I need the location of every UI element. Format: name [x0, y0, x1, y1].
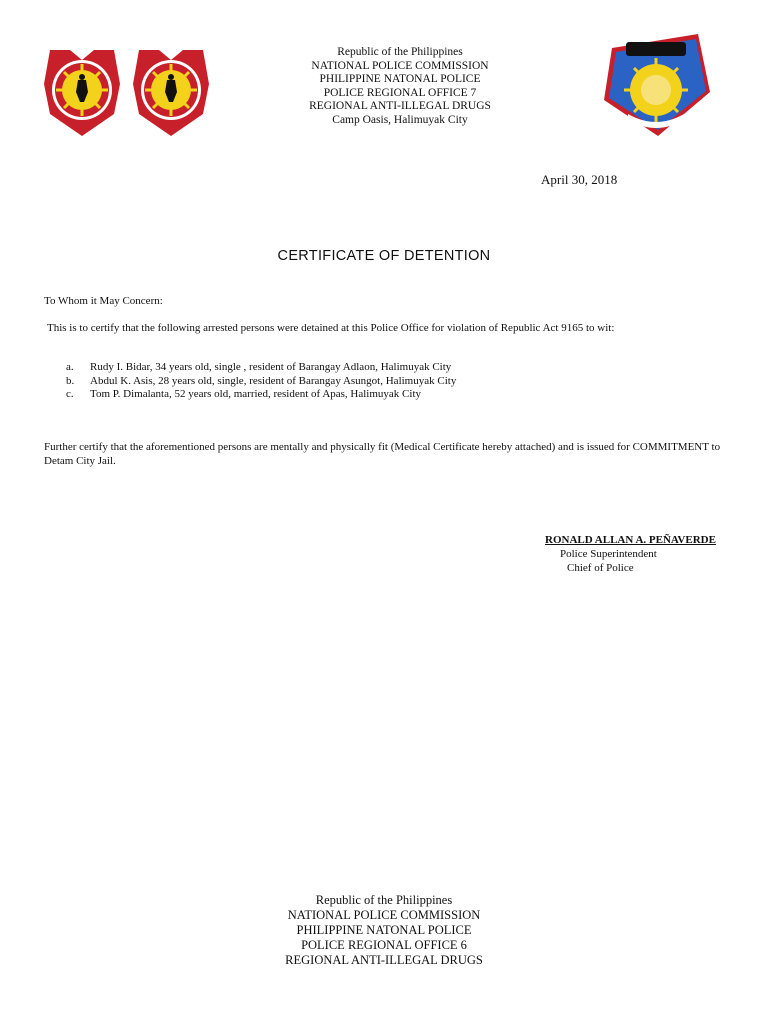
list-marker: a.	[66, 361, 74, 373]
person-entry: Abdul K. Asis, 28 years old, single, resident of Barangay Asungot, Halimuyak City	[90, 374, 457, 387]
letterhead-line: Camp Oasis, Halimuyak City	[332, 113, 468, 126]
list-marker: c.	[66, 388, 74, 400]
further-certify-paragraph: Further certify that the aforementioned persons are mentally and physically fit (Medical Certificate hereby attached) and is issued for COMMITMENT to Detam City Jail.	[44, 441, 721, 467]
footer-line: POLICE REGIONAL OFFICE 6	[301, 938, 467, 952]
signatory-rank: Police Superintendent	[560, 548, 657, 560]
persons-list	[66, 361, 456, 402]
list-marker: b.	[66, 374, 75, 387]
letterhead	[250, 46, 550, 127]
intro-paragraph: This is to certify that the following arrested persons were detained at this Police Office for violation of Republic Act 9165 to wit:	[47, 322, 615, 334]
letterhead-line: POLICE REGIONAL OFFICE 7	[323, 86, 477, 99]
footer-line: PHILIPPINE NATONAL POLICE	[296, 923, 472, 937]
letterhead-line: PHILIPPINE NATONAL POLICE	[319, 73, 481, 85]
person-entry: Tom P. Dimalanta, 52 years old, married, resident of Apas, Halimuyak City	[90, 388, 421, 400]
pnp-seal-logo	[131, 44, 211, 145]
person-entry: Rudy I. Bidar, 34 years old, single , resident of Barangay Adlaon, Halimuyak City	[90, 361, 452, 373]
list-item	[66, 361, 456, 375]
footer-letterhead	[234, 893, 534, 968]
letterhead-line: NATIONAL POLICE COMMISSION	[311, 59, 489, 72]
pnp-seal-logo	[42, 44, 122, 145]
salutation: To Whom it May Concern:	[44, 295, 163, 307]
list-item	[66, 388, 456, 402]
footer-line: REGIONAL ANTI-ILLEGAL DRUGS	[285, 953, 483, 967]
footer-line: Republic of the Philippines	[315, 893, 453, 907]
signatory-position: Chief of Police	[567, 562, 634, 574]
pro6-badge-logo	[598, 30, 713, 145]
document-date: April 30, 2018	[541, 172, 618, 187]
letterhead-line: REGIONAL ANTI-ILLEGAL DRUGS	[309, 100, 491, 112]
footer-line: NATIONAL POLICE COMMISSION	[287, 908, 481, 922]
letterhead-line: Republic of the Philippines	[337, 46, 463, 58]
signatory-name: RONALD ALLAN A. PEÑAVERDE	[545, 534, 716, 546]
list-item	[66, 375, 456, 389]
document-title: CERTIFICATE OF DETENTION	[277, 248, 491, 264]
